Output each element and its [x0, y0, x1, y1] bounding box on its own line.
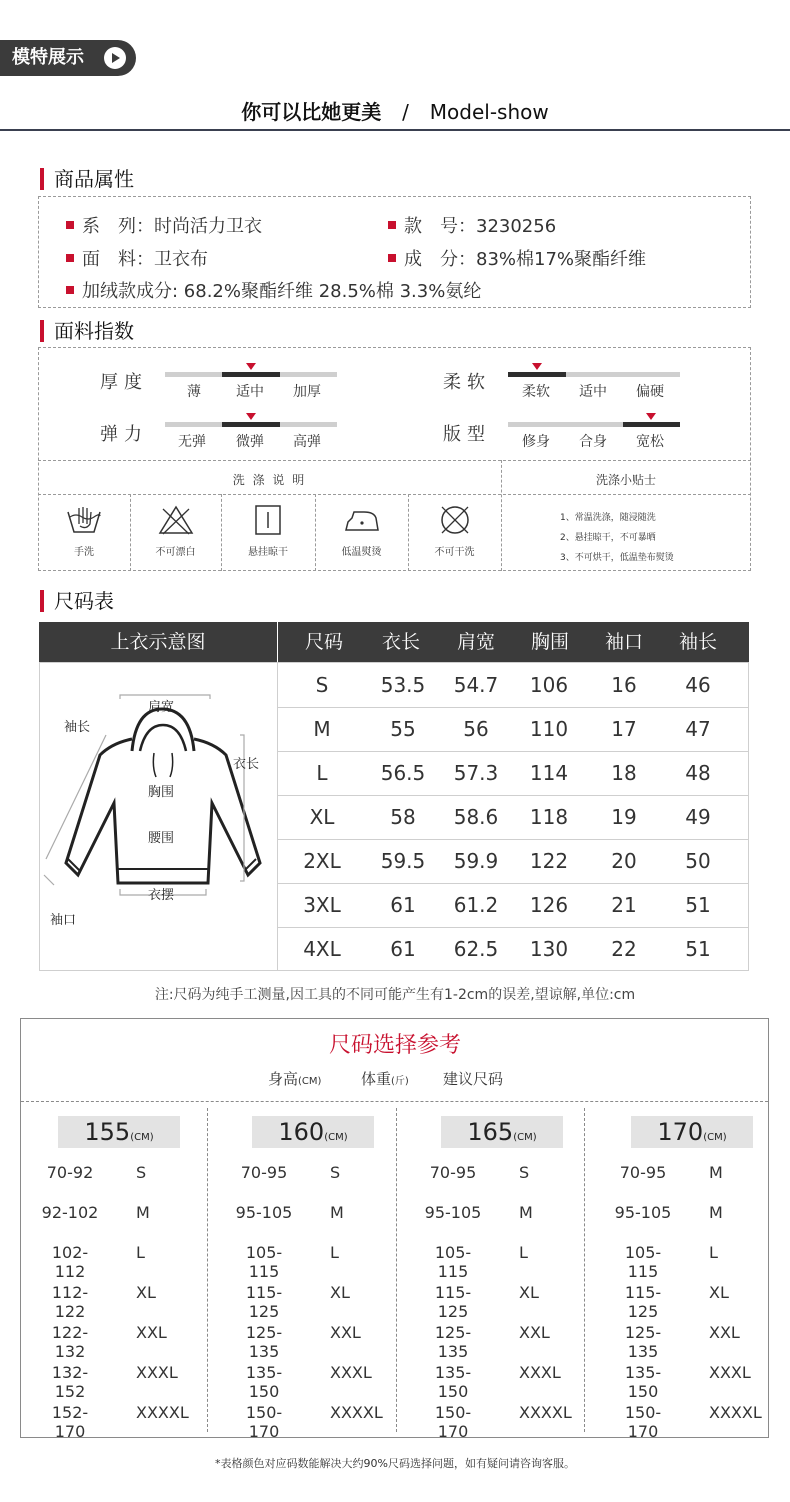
recommended-size: XL — [709, 1283, 729, 1302]
size-table-header — [278, 622, 749, 662]
play-icon — [104, 47, 126, 69]
thickness-opt-1: 薄 — [187, 384, 201, 400]
model-show-tag-label: 模特展示 — [12, 47, 84, 68]
size-chart-title: 尺码表 — [40, 590, 114, 612]
recommended-size: M — [136, 1203, 150, 1222]
height-unit: (CM) — [513, 1132, 537, 1143]
size-cell: 61 — [390, 937, 416, 961]
softness-opt-2: 适中 — [579, 384, 607, 400]
row-divider — [278, 883, 748, 884]
attr-series: 系 列：时尚活力卫衣 — [66, 212, 262, 238]
weight-range: 112-122 — [51, 1283, 89, 1321]
recommended-size: XXXXL — [519, 1403, 572, 1422]
size-cell: 126 — [529, 893, 569, 917]
height-value: 160 — [278, 1118, 325, 1146]
size-cell: 16 — [611, 673, 637, 697]
weight-range: 125-135 — [434, 1323, 472, 1361]
care-tips-title: 洗涤小贴士 — [595, 473, 656, 487]
diagram-header: 上衣示意图 — [39, 622, 277, 662]
size-cell: 122 — [529, 849, 569, 873]
size-cell: 2XL — [303, 849, 341, 873]
recommended-size: M — [519, 1203, 533, 1222]
weight-range: 135-150 — [434, 1363, 472, 1401]
weight-range: 105-115 — [434, 1243, 472, 1281]
weight-range: 135-150 — [245, 1363, 283, 1401]
weight-range: 150-170 — [245, 1403, 283, 1441]
size-cell: 18 — [611, 761, 637, 785]
size-cell: 47 — [685, 717, 711, 741]
recommended-size: XXXXL — [330, 1403, 383, 1422]
attr-style-no: 款 号：3230256 — [388, 212, 556, 238]
recommended-size: XXXL — [519, 1363, 561, 1382]
page-subtitle — [0, 96, 790, 125]
size-cell: 20 — [611, 849, 637, 873]
thickness-opt-3: 加厚 — [293, 384, 321, 400]
weight-range: 125-135 — [624, 1323, 662, 1361]
size-cell: 50 — [685, 849, 711, 873]
recommended-size: L — [709, 1243, 718, 1262]
size-cell: 19 — [611, 805, 637, 829]
size-cell: 54.7 — [453, 673, 499, 697]
care-tip-2: 2、悬挂晾干，不可暴晒 — [560, 533, 656, 543]
height-value: 165 — [467, 1118, 514, 1146]
care-title: 洗 涤 说 明 — [232, 473, 307, 487]
care-low-iron — [315, 504, 408, 558]
thickness-label: 厚度 — [100, 372, 148, 393]
softness-marker-icon — [532, 363, 542, 370]
size-cell: 46 — [685, 673, 711, 697]
weight-range: 125-135 — [245, 1323, 283, 1361]
model-show-tag — [0, 40, 136, 76]
group-divider — [584, 1108, 585, 1432]
care-hand-wash-label: 手洗 — [74, 547, 94, 558]
weight-range: 105-115 — [624, 1243, 662, 1281]
recommended-size: L — [330, 1243, 339, 1262]
recommended-size: S — [519, 1163, 530, 1182]
size-cell: 48 — [685, 761, 711, 785]
col-cuff: 袖口 — [604, 631, 643, 653]
softness-label: 柔软 — [443, 372, 491, 393]
recommended-size: M — [330, 1203, 344, 1222]
height-unit: (CM) — [130, 1132, 154, 1143]
weight-range: 115-125 — [245, 1283, 283, 1321]
no-bleach-icon — [156, 504, 196, 536]
size-cell: 62.5 — [453, 937, 499, 961]
recommended-size: XXL — [330, 1323, 361, 1342]
size-cell: 3XL — [303, 893, 341, 917]
attr-fleece: 加绒款成分: 68.2%聚酯纤维 28.5%棉 3.3%氨纶 — [66, 277, 481, 303]
weight-range: 70-92 — [46, 1163, 94, 1182]
size-cell: L — [316, 761, 328, 785]
size-cell: 22 — [611, 937, 637, 961]
softness-opt-3: 偏硬 — [636, 384, 664, 400]
elasticity-marker-icon — [246, 413, 256, 420]
size-cell: 130 — [529, 937, 569, 961]
softness-scale — [508, 372, 680, 377]
weight-col-label: 体重(斤) — [361, 1070, 409, 1088]
weight-range: 95-105 — [235, 1203, 293, 1222]
hang-dry-icon — [248, 504, 288, 536]
weight-range: 152-170 — [51, 1403, 89, 1441]
weight-range: 115-125 — [434, 1283, 472, 1321]
care-hand-wash — [38, 504, 130, 558]
size-cell: 58.6 — [453, 805, 499, 829]
recommended-size: XXXXL — [136, 1403, 189, 1422]
height-value: 170 — [657, 1118, 704, 1146]
size-cell: M — [313, 717, 331, 741]
size-cell: 57.3 — [453, 761, 499, 785]
size-cell: 17 — [611, 717, 637, 741]
care-tip-3: 3、不可烘干，低温垫布熨烫 — [560, 553, 674, 563]
size-cell: 61.2 — [453, 893, 499, 917]
bullet-icon — [66, 254, 74, 262]
size-cell: 58 — [390, 805, 416, 829]
group-divider — [396, 1108, 397, 1432]
recommended-size: M — [709, 1163, 723, 1182]
col-length: 衣长 — [381, 631, 420, 653]
size-note: 注:尺码为纯手工测量,因工具的不同可能产生有1-2cm的误差,望谅解,单位:cm — [154, 987, 636, 1003]
recommended-size: L — [519, 1243, 528, 1262]
weight-range: 150-170 — [624, 1403, 662, 1441]
recommended-size: XXXXL — [709, 1403, 762, 1422]
size-cell: 106 — [529, 673, 569, 697]
care-hang-dry-label: 悬挂晾干 — [248, 547, 288, 558]
softness-opt-1: 柔软 — [522, 384, 550, 400]
care-no-bleach — [130, 504, 221, 558]
recommended-size: M — [709, 1203, 723, 1222]
hoodie-diagram — [39, 662, 278, 971]
weight-range: 70-95 — [240, 1163, 288, 1182]
label-cuff: 袖口 — [50, 913, 77, 928]
size-col-label: 建议尺码 — [443, 1070, 504, 1088]
height-unit: (CM) — [324, 1132, 348, 1143]
thickness-marker-icon — [246, 363, 256, 370]
bullet-icon — [66, 221, 74, 229]
label-length: 衣长 — [233, 757, 260, 772]
care-low-iron-label: 低温熨烫 — [341, 547, 382, 558]
attr-fabric: 面 料：卫衣布 — [66, 245, 208, 271]
size-cell: S — [315, 673, 329, 697]
weight-range: 95-105 — [424, 1203, 482, 1222]
group-divider — [207, 1108, 208, 1432]
size-cell: 114 — [529, 761, 569, 785]
size-cell: XL — [309, 805, 335, 829]
elasticity-opt-1: 无弹 — [178, 434, 206, 450]
height-unit: (CM) — [703, 1132, 727, 1143]
recommended-size: XXL — [136, 1323, 167, 1342]
attributes-title: 商品属性 — [40, 168, 134, 190]
size-cell: 53.5 — [380, 673, 426, 697]
weight-range: 92-102 — [41, 1203, 99, 1222]
weight-range: 95-105 — [614, 1203, 672, 1222]
recommended-size: S — [330, 1163, 341, 1182]
row-divider — [278, 707, 748, 708]
low-iron-icon — [342, 504, 382, 536]
weight-range: 105-115 — [245, 1243, 283, 1281]
subtitle-slash: / — [402, 100, 409, 124]
recommended-size: XL — [136, 1283, 156, 1302]
care-divider-mid — [38, 494, 751, 495]
fit-scale — [508, 422, 680, 427]
size-cell: 4XL — [303, 937, 341, 961]
size-cell: 56.5 — [380, 761, 426, 785]
reference-footnote: *表格颜色对应码数能解决大约90%尺码选择问题，如有疑问请咨询客服。 — [215, 1457, 575, 1470]
col-size: 尺码 — [304, 631, 343, 653]
subtitle-en: Model-show — [429, 100, 549, 124]
height-pill — [441, 1116, 563, 1148]
elasticity-scale — [165, 422, 337, 427]
row-divider — [278, 927, 748, 928]
weight-range: 150-170 — [434, 1403, 472, 1441]
size-cell: 59.5 — [380, 849, 426, 873]
weight-range: 102-112 — [51, 1243, 89, 1281]
recommended-size: L — [136, 1243, 145, 1262]
height-value: 155 — [84, 1118, 131, 1146]
size-cell: 49 — [685, 805, 711, 829]
attr-composition: 成 分：83%棉17%聚酯纤维 — [388, 245, 646, 271]
height-pill — [631, 1116, 753, 1148]
care-no-dry-clean — [408, 504, 501, 558]
recommended-size: XXL — [709, 1323, 740, 1342]
height-pill — [58, 1116, 180, 1148]
size-cell: 56 — [463, 717, 489, 741]
thickness-scale — [165, 372, 337, 377]
size-reference-title: 尺码选择参考 — [328, 1033, 461, 1058]
size-cell: 51 — [685, 893, 711, 917]
fit-opt-3: 宽松 — [636, 434, 664, 450]
label-waist: 腰围 — [148, 831, 175, 846]
no-dry-clean-icon — [435, 504, 475, 536]
fit-opt-1: 修身 — [522, 434, 550, 450]
weight-range: 70-95 — [429, 1163, 477, 1182]
care-hang-dry — [221, 504, 315, 558]
elasticity-opt-3: 高弹 — [293, 434, 321, 450]
label-chest: 胸围 — [148, 785, 175, 800]
care-tips-list — [560, 508, 674, 568]
recommended-size: XXL — [519, 1323, 550, 1342]
size-cell: 118 — [529, 805, 569, 829]
size-cell: 55 — [390, 717, 416, 741]
care-tip-1: 1、常温洗涤，随浸随洗 — [560, 513, 656, 523]
care-divider-top — [38, 460, 751, 461]
recommended-size: S — [136, 1163, 147, 1182]
recommended-size: XXXL — [709, 1363, 751, 1382]
elasticity-opt-2: 微弹 — [236, 434, 264, 450]
care-no-dry-clean-label: 不可干洗 — [434, 547, 475, 558]
recommended-size: XL — [519, 1283, 539, 1302]
hand-wash-icon — [64, 504, 104, 536]
thickness-opt-2: 适中 — [236, 384, 264, 400]
col-chest: 胸围 — [530, 631, 569, 653]
weight-range: 115-125 — [624, 1283, 662, 1321]
label-hem: 衣摆 — [148, 888, 175, 903]
height-col-label: 身高(CM) — [268, 1070, 322, 1088]
size-cell: 61 — [390, 893, 416, 917]
recommended-size: XXXL — [330, 1363, 372, 1382]
fabric-index-title: 面料指数 — [40, 320, 134, 342]
bullet-icon — [388, 254, 396, 262]
label-sleeve: 袖长 — [64, 720, 91, 735]
header-divider — [0, 129, 790, 131]
size-cell: 59.9 — [453, 849, 499, 873]
fit-marker-icon — [646, 413, 656, 420]
size-cell: 21 — [611, 893, 637, 917]
reference-divider — [21, 1101, 768, 1102]
recommended-size: XL — [330, 1283, 350, 1302]
subtitle-cn: 你可以比她更美 — [241, 100, 382, 124]
row-divider — [278, 751, 748, 752]
height-pill — [252, 1116, 374, 1148]
row-divider — [278, 839, 748, 840]
weight-range: 132-152 — [51, 1363, 89, 1401]
recommended-size: XXXL — [136, 1363, 178, 1382]
bullet-icon — [388, 221, 396, 229]
size-cell: 110 — [529, 717, 569, 741]
fit-label: 版型 — [443, 424, 491, 445]
row-divider — [278, 795, 748, 796]
weight-range: 135-150 — [624, 1363, 662, 1401]
weight-range: 122-132 — [51, 1323, 89, 1361]
col-sleeve: 袖长 — [678, 631, 717, 653]
weight-range: 70-95 — [619, 1163, 667, 1182]
fit-opt-2: 合身 — [579, 434, 607, 450]
elasticity-label: 弹力 — [100, 424, 148, 445]
bullet-icon — [66, 286, 74, 294]
care-no-bleach-label: 不可漂白 — [155, 547, 196, 558]
size-cell: 51 — [685, 937, 711, 961]
col-shoulder: 肩宽 — [456, 631, 495, 653]
label-shoulder: 肩宽 — [148, 700, 175, 715]
